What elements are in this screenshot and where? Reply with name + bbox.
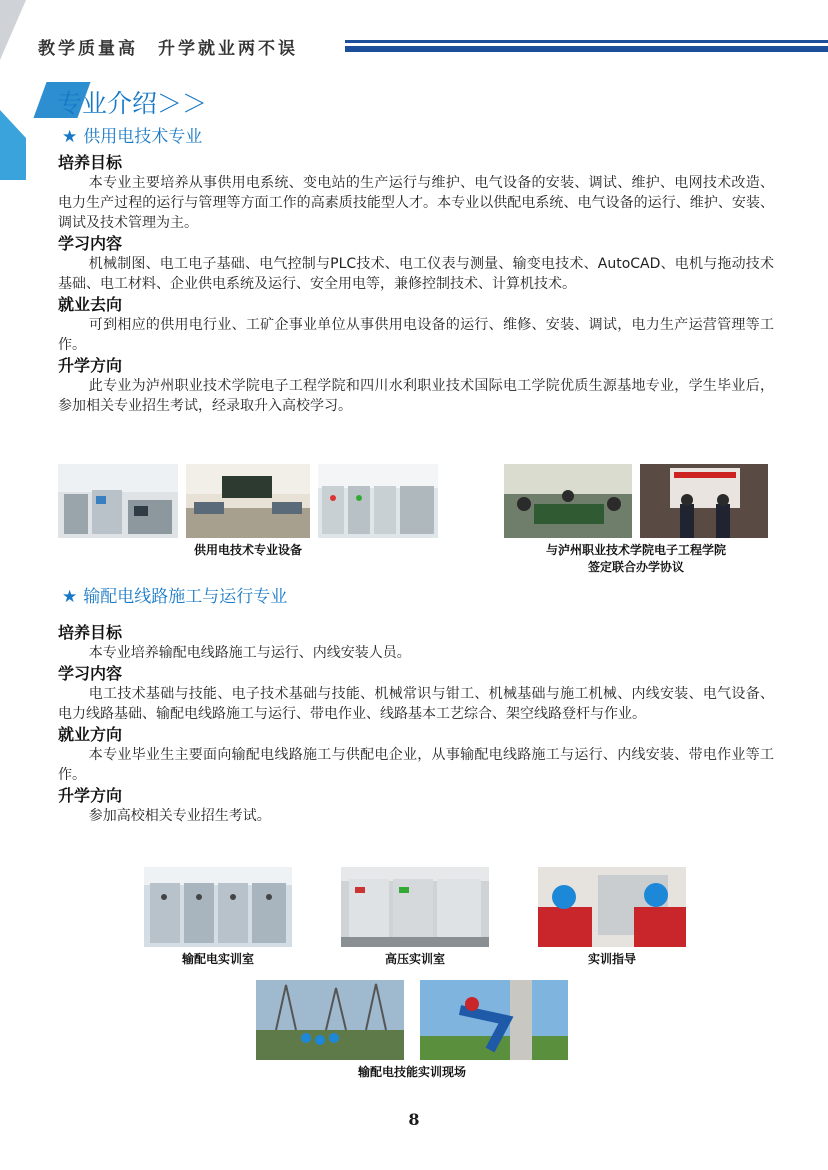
header-slogan: 教学质量高 升学就业两不误 xyxy=(38,39,298,59)
photo-meeting-1 xyxy=(504,464,632,538)
heading-study: 学习内容 xyxy=(58,664,123,683)
paragraph-goal: 本专业主要培养从事供用电系统、变电站的生产运行与维护、电气设备的安装、调试、维护、电网技术改造、电力生产过程的运行与管理等方面工作的高素质技能型人才。本专业以供配电系统、电气设备的运行、维护、安装、调试及技术管理为主。 xyxy=(58,175,774,231)
major2-content xyxy=(58,622,774,826)
heading-further: 升学方向 xyxy=(58,356,123,375)
star-icon: ★ xyxy=(62,127,78,147)
heading-goal: 培养目标 xyxy=(58,623,123,642)
photo-meeting-2 xyxy=(640,464,768,538)
major-title-1: ★ 供用电技术专业 xyxy=(62,127,203,147)
photo-equipment-1 xyxy=(58,464,178,538)
caption-equipment: 供用电技术专业设备 xyxy=(193,543,302,557)
photo-hv-room xyxy=(341,867,489,947)
caption-site: 输配电技能实训现场 xyxy=(357,1065,466,1079)
page-number: 8 xyxy=(408,1110,420,1129)
paragraph-job: 可到相应的供用电行业、工矿企事业单位从事供用电设备的运行、维修、安装、调试，电力生产运营管理等工作。 xyxy=(58,317,774,353)
paragraph-further: 此专业为泸州职业技术学院电子工程学院和四川水利职业技术国际电工学院优质生源基地专业，学生毕业后，参加相关专业招生考试，经录取升入高校学习。 xyxy=(58,378,774,414)
caption-agreement: 与泸州职业技术学院电子工程学院 签定联合办学协议 xyxy=(545,543,726,574)
heading-further: 升学方向 xyxy=(58,786,123,805)
paragraph-study: 机械制图、电工电子基础、电气控制与PLC技术、电工仪表与测量、输变电技术、AutoCAD、电机与拖动技术基础、电工材料、企业供电系统及运行、安全用电等，兼修控制技术、计算机技术。 xyxy=(58,256,774,292)
heading-job: 就业去向 xyxy=(58,295,123,314)
photo-site-1 xyxy=(256,980,404,1060)
header-band xyxy=(345,40,828,56)
photo-equipment-2 xyxy=(186,464,310,538)
paragraph-goal: 本专业培养输配电线路施工与运行、内线安装人员。 xyxy=(88,645,411,661)
paragraph-further: 参加高校相关专业招生考试。 xyxy=(88,808,271,824)
star-icon: ★ xyxy=(62,587,78,607)
side-accent xyxy=(0,110,26,180)
caption-lab: 输配电实训室 xyxy=(181,952,254,966)
heading-job: 就业方向 xyxy=(58,725,123,744)
paragraph-job: 本专业毕业生主要面向输配电线路施工与供配电企业，从事输配电线路施工与运行、内线安装、带电作业等工作。 xyxy=(58,747,774,783)
major1-content xyxy=(58,152,774,416)
caption-hv: 高压实训室 xyxy=(384,952,445,966)
photo-site-2 xyxy=(420,980,568,1060)
photo-guidance xyxy=(538,867,686,947)
heading-study: 学习内容 xyxy=(58,234,123,253)
paragraph-study: 电工技术基础与技能、电子技术基础与技能、机械常识与钳工、机械基础与施工机械、内线安装、电气设备、电力线路基础、输配电线路施工与运行、带电作业、线路基本工艺综合、架空线路登杆与作业。 xyxy=(58,686,774,722)
section-title: 专业介绍＞＞ xyxy=(57,89,208,118)
heading-goal: 培养目标 xyxy=(58,153,123,172)
photo-equipment-3 xyxy=(318,464,438,538)
caption-guide: 实训指导 xyxy=(587,952,636,966)
major-title-2: ★ 输配电线路施工与运行专业 xyxy=(62,587,288,607)
photo-lab xyxy=(144,867,292,947)
corner-decoration xyxy=(0,0,26,60)
